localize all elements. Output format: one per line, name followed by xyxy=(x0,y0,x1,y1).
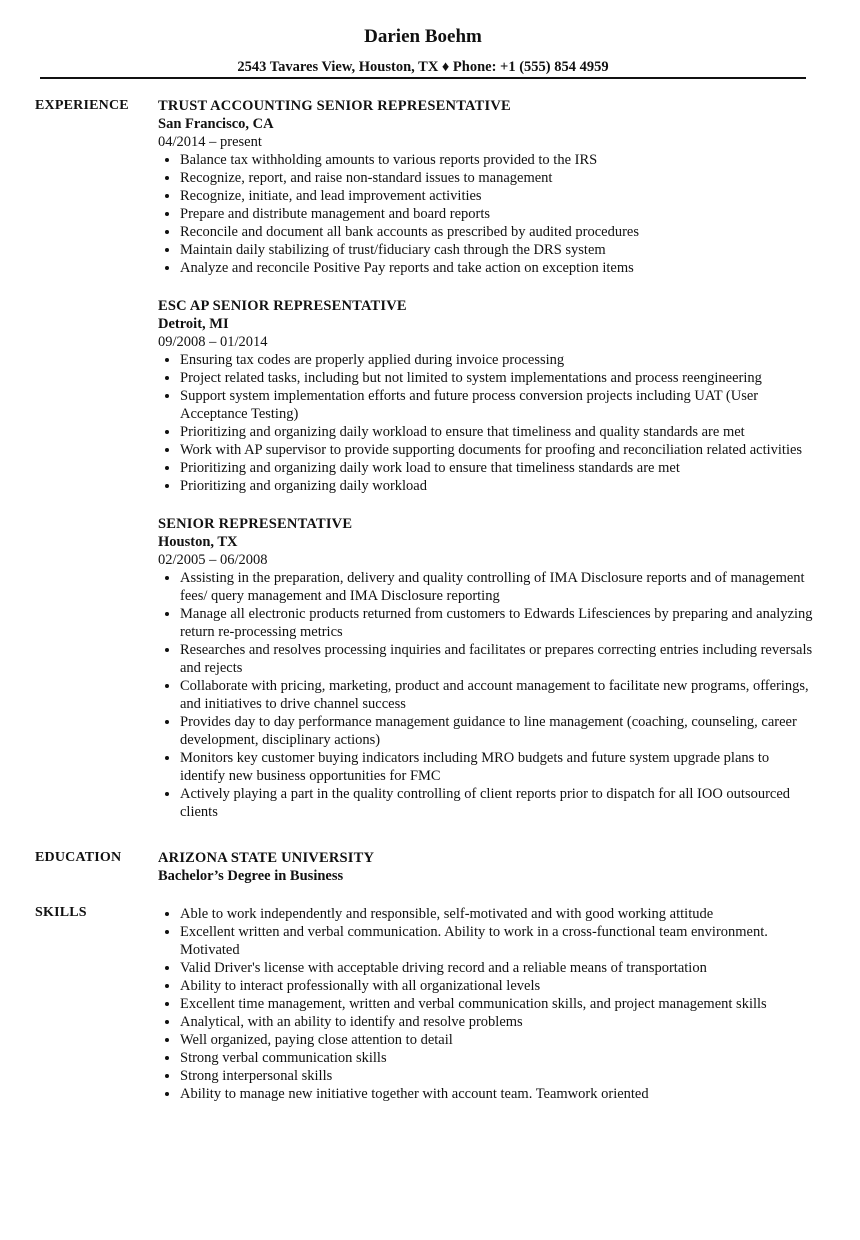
education-section xyxy=(35,849,815,885)
job-location: Houston, TX xyxy=(158,534,238,550)
job-bullet: • Support system implementation efforts and future process conversion projects including UAT (User Acceptance Testing) xyxy=(180,387,815,423)
job-entry xyxy=(158,515,815,821)
job-bullet: • Prioritizing and organizing daily workload xyxy=(180,477,815,495)
job-dates: 02/2005 – 06/2008 xyxy=(158,552,268,568)
experience-section xyxy=(35,97,815,821)
skill-item: • Strong verbal communication skills xyxy=(180,1049,815,1067)
skills-section xyxy=(35,904,815,1103)
school-name: ARIZONA STATE UNIVERSITY xyxy=(158,850,375,866)
contact-line: 2543 Tavares View, Houston, TX ♦ Phone: +1 (555) 854 4959 xyxy=(237,59,609,75)
job-entry xyxy=(158,97,815,277)
job-entry xyxy=(158,297,815,495)
job-bullet: • Manage all electronic products returned from customers to Edwards Lifesciences by preparing and analyzing return re-processing metrics xyxy=(180,605,815,641)
skills-heading: SKILLS xyxy=(35,905,87,920)
candidate-name: Darien Boehm xyxy=(364,26,482,47)
skill-item: • Valid Driver's license with acceptable driving record and a reliable means of transportation xyxy=(180,959,815,977)
job-bullets xyxy=(158,351,815,495)
experience-list xyxy=(158,97,815,821)
skill-item: • Well organized, paying close attention to detail xyxy=(180,1031,815,1049)
job-bullets xyxy=(158,151,815,277)
skill-item: • Ability to manage new initiative together with account team. Teamwork oriented xyxy=(180,1085,815,1103)
job-title: SENIOR REPRESENTATIVE xyxy=(158,516,353,532)
skill-item: • Strong interpersonal skills xyxy=(180,1067,815,1085)
skill-item: • Able to work independently and responsible, self-motivated and with good working attitude xyxy=(180,905,815,923)
resume-content xyxy=(35,97,815,1103)
skills-list xyxy=(158,904,815,1103)
skill-item: • Ability to interact professionally with all organizational levels xyxy=(180,977,815,995)
job-bullet: • Prioritizing and organizing daily work load to ensure that timeliness standards are met xyxy=(180,459,815,477)
job-bullet: • Maintain daily stabilizing of trust/fiduciary cash through the DRS system xyxy=(180,241,815,259)
skill-bullets xyxy=(158,905,815,1103)
job-bullet: • Monitors key customer buying indicators including MRO budgets and future system upgrade plans to identify new business opportunities for FMC xyxy=(180,749,815,785)
job-bullet: • Provides day to day performance management guidance to line management (coaching, counseling, career development, disciplinary actions) xyxy=(180,713,815,749)
job-bullets xyxy=(158,569,815,821)
degree-name: Bachelor’s Degree in Business xyxy=(158,868,344,884)
job-bullet: • Assisting in the preparation, delivery and quality controlling of IMA Disclosure reports and of management fees/ query management and IMA Disclosure reporting xyxy=(180,569,815,605)
job-bullet: • Analyze and reconcile Positive Pay reports and take action on exception items xyxy=(180,259,815,277)
job-bullet: • Prioritizing and organizing daily workload to ensure that timeliness and quality standards are met xyxy=(180,423,815,441)
job-bullet: • Prepare and distribute management and board reports xyxy=(180,205,815,223)
job-title: ESC AP SENIOR REPRESENTATIVE xyxy=(158,298,407,314)
job-bullet: • Recognize, report, and raise non-standard issues to management xyxy=(180,169,815,187)
skill-item: • Analytical, with an ability to identify and resolve problems xyxy=(180,1013,815,1031)
experience-heading: EXPERIENCE xyxy=(35,98,129,113)
job-bullet: • Recognize, initiate, and lead improvement activities xyxy=(180,187,815,205)
education-heading: EDUCATION xyxy=(35,850,122,865)
job-location: San Francisco, CA xyxy=(158,116,274,132)
job-bullet: • Collaborate with pricing, marketing, product and account management to facilitate new programs, offerings, and initiatives to drive channel success xyxy=(180,677,815,713)
header-divider xyxy=(40,77,806,79)
job-bullet: • Work with AP supervisor to provide supporting documents for proofing and reconciliation related activities xyxy=(180,441,815,459)
skill-item: • Excellent written and verbal communication. Ability to work in a cross-functional team environment. Motivated xyxy=(180,923,815,959)
education-entry xyxy=(158,849,815,885)
job-dates: 09/2008 – 01/2014 xyxy=(158,334,268,350)
job-bullet: • Balance tax withholding amounts to various reports provided to the IRS xyxy=(180,151,815,169)
job-location: Detroit, MI xyxy=(158,316,229,332)
job-bullet: • Researches and resolves processing inquiries and facilitates or prepares correcting entries including reversals and rejects xyxy=(180,641,815,677)
job-title: TRUST ACCOUNTING SENIOR REPRESENTATIVE xyxy=(158,98,511,114)
skill-item: • Excellent time management, written and verbal communication skills, and project management skills xyxy=(180,995,815,1013)
job-dates: 04/2014 – present xyxy=(158,134,262,150)
job-bullet: • Ensuring tax codes are properly applied during invoice processing xyxy=(180,351,815,369)
job-bullet: • Project related tasks, including but not limited to system implementations and process reengineering xyxy=(180,369,815,387)
job-bullet: • Actively playing a part in the quality controlling of client reports prior to dispatch for all IOO outsourced clients xyxy=(180,785,815,821)
job-bullet: • Reconcile and document all bank accounts as prescribed by audited procedures xyxy=(180,223,815,241)
